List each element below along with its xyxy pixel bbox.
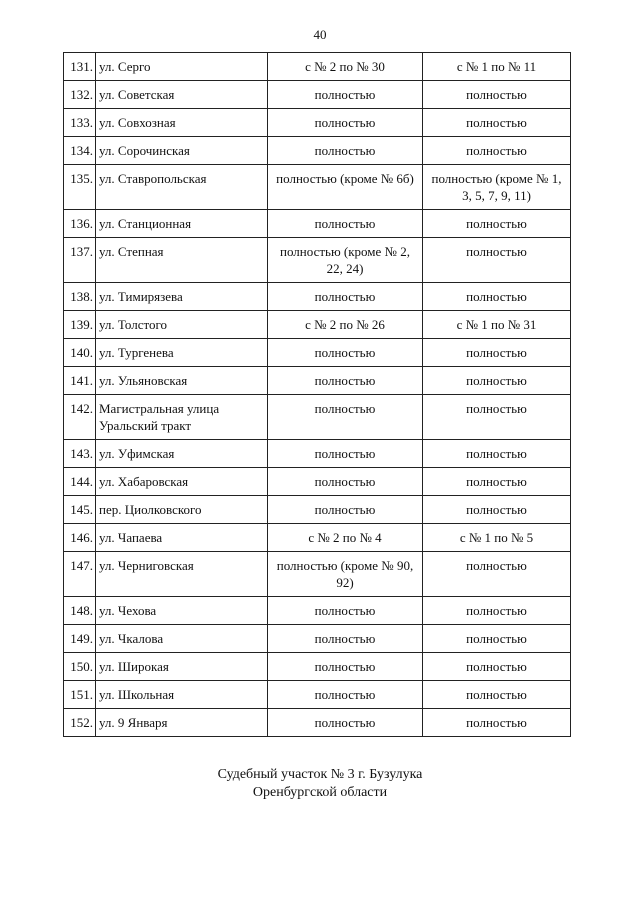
table-row bbox=[64, 53, 571, 81]
row-number: 150. bbox=[64, 653, 96, 681]
odd-side-range: с № 1 по № 11 bbox=[423, 53, 571, 81]
even-side-range: полностью bbox=[268, 367, 423, 395]
row-number: 149. bbox=[64, 625, 96, 653]
row-number: 151. bbox=[64, 681, 96, 709]
court-section-line-2: Оренбургской области bbox=[252, 785, 388, 800]
table-row bbox=[64, 210, 571, 238]
row-number: 146. bbox=[64, 524, 96, 552]
table-row bbox=[64, 283, 571, 311]
streets-table bbox=[63, 52, 571, 737]
even-side-range: с № 2 по № 26 bbox=[268, 311, 423, 339]
court-section-line-1: Судебный участок № 3 г. Бузулука bbox=[217, 767, 423, 782]
street-name: ул. Чапаева bbox=[96, 524, 268, 552]
even-side-range: полностью bbox=[268, 137, 423, 165]
table-row bbox=[64, 709, 571, 737]
table-row bbox=[64, 109, 571, 137]
even-side-range: полностью bbox=[268, 709, 423, 737]
even-side-range: полностью (кроме № 2, 22, 24) bbox=[268, 238, 423, 283]
street-name: ул. Широкая bbox=[96, 653, 268, 681]
table-row bbox=[64, 440, 571, 468]
street-name: ул. Тимирязева bbox=[96, 283, 268, 311]
table-row bbox=[64, 367, 571, 395]
table-body bbox=[64, 53, 571, 737]
odd-side-range: с № 1 по № 5 bbox=[423, 524, 571, 552]
table-row bbox=[64, 81, 571, 109]
even-side-range: полностью (кроме № 90, 92) bbox=[268, 552, 423, 597]
street-name: ул. Толстого bbox=[96, 311, 268, 339]
street-name: ул. Уфимская bbox=[96, 440, 268, 468]
even-side-range: с № 2 по № 30 bbox=[268, 53, 423, 81]
even-side-range: полностью bbox=[268, 597, 423, 625]
row-number: 147. bbox=[64, 552, 96, 597]
street-name: ул. Ставропольская bbox=[96, 165, 268, 210]
street-name: ул. Чкалова bbox=[96, 625, 268, 653]
odd-side-range: полностью bbox=[423, 283, 571, 311]
street-name: ул. Станционная bbox=[96, 210, 268, 238]
odd-side-range: полностью bbox=[423, 367, 571, 395]
table-row bbox=[64, 238, 571, 283]
even-side-range: полностью bbox=[268, 496, 423, 524]
street-name: ул. Советская bbox=[96, 81, 268, 109]
odd-side-range: полностью bbox=[423, 597, 571, 625]
table-row bbox=[64, 165, 571, 210]
odd-side-range: полностью bbox=[423, 681, 571, 709]
odd-side-range: полностью bbox=[423, 210, 571, 238]
odd-side-range: полностью bbox=[423, 496, 571, 524]
even-side-range: полностью bbox=[268, 339, 423, 367]
even-side-range: полностью bbox=[268, 468, 423, 496]
street-name: ул. Тургенева bbox=[96, 339, 268, 367]
row-number: 131. bbox=[64, 53, 96, 81]
odd-side-range: полностью bbox=[423, 238, 571, 283]
street-name: ул. Школьная bbox=[96, 681, 268, 709]
street-name: Магистральная улица Уральский тракт bbox=[96, 395, 268, 440]
even-side-range: полностью bbox=[268, 81, 423, 109]
page-number: 40 bbox=[313, 27, 327, 42]
table-row bbox=[64, 653, 571, 681]
even-side-range: полностью bbox=[268, 440, 423, 468]
even-side-range: полностью bbox=[268, 109, 423, 137]
row-number: 148. bbox=[64, 597, 96, 625]
even-side-range: полностью bbox=[268, 283, 423, 311]
odd-side-range: полностью bbox=[423, 395, 571, 440]
table-row bbox=[64, 524, 571, 552]
odd-side-range: полностью bbox=[423, 552, 571, 597]
street-name: ул. Черниговская bbox=[96, 552, 268, 597]
street-name: пер. Циолковского bbox=[96, 496, 268, 524]
even-side-range: полностью (кроме № 6б) bbox=[268, 165, 423, 210]
odd-side-range: полностью bbox=[423, 653, 571, 681]
table-row bbox=[64, 137, 571, 165]
table-row bbox=[64, 496, 571, 524]
court-section-heading bbox=[0, 766, 640, 802]
even-side-range: полностью bbox=[268, 681, 423, 709]
street-name: ул. Серго bbox=[96, 53, 268, 81]
table-row bbox=[64, 395, 571, 440]
table-row bbox=[64, 681, 571, 709]
even-side-range: с № 2 по № 4 bbox=[268, 524, 423, 552]
odd-side-range: полностью bbox=[423, 440, 571, 468]
street-name: ул. Сорочинская bbox=[96, 137, 268, 165]
row-number: 133. bbox=[64, 109, 96, 137]
row-number: 140. bbox=[64, 339, 96, 367]
table-row bbox=[64, 311, 571, 339]
street-name: ул. 9 Января bbox=[96, 709, 268, 737]
odd-side-range: полностью bbox=[423, 625, 571, 653]
odd-side-range: полностью bbox=[423, 468, 571, 496]
row-number: 145. bbox=[64, 496, 96, 524]
row-number: 137. bbox=[64, 238, 96, 283]
table-row bbox=[64, 625, 571, 653]
table-row bbox=[64, 552, 571, 597]
street-name: ул. Чехова bbox=[96, 597, 268, 625]
row-number: 136. bbox=[64, 210, 96, 238]
row-number: 142. bbox=[64, 395, 96, 440]
row-number: 132. bbox=[64, 81, 96, 109]
row-number: 141. bbox=[64, 367, 96, 395]
row-number: 152. bbox=[64, 709, 96, 737]
even-side-range: полностью bbox=[268, 625, 423, 653]
even-side-range: полностью bbox=[268, 395, 423, 440]
street-name: ул. Хабаровская bbox=[96, 468, 268, 496]
odd-side-range: полностью bbox=[423, 339, 571, 367]
row-number: 139. bbox=[64, 311, 96, 339]
even-side-range: полностью bbox=[268, 210, 423, 238]
odd-side-range: полностью bbox=[423, 81, 571, 109]
odd-side-range: с № 1 по № 31 bbox=[423, 311, 571, 339]
table-row bbox=[64, 468, 571, 496]
row-number: 134. bbox=[64, 137, 96, 165]
table-row bbox=[64, 597, 571, 625]
table-row bbox=[64, 339, 571, 367]
street-name: ул. Ульяновская bbox=[96, 367, 268, 395]
row-number: 143. bbox=[64, 440, 96, 468]
street-name: ул. Степная bbox=[96, 238, 268, 283]
even-side-range: полностью bbox=[268, 653, 423, 681]
row-number: 144. bbox=[64, 468, 96, 496]
row-number: 135. bbox=[64, 165, 96, 210]
odd-side-range: полностью bbox=[423, 109, 571, 137]
row-number: 138. bbox=[64, 283, 96, 311]
odd-side-range: полностью bbox=[423, 137, 571, 165]
odd-side-range: полностью (кроме № 1, 3, 5, 7, 9, 11) bbox=[423, 165, 571, 210]
odd-side-range: полностью bbox=[423, 709, 571, 737]
street-name: ул. Совхозная bbox=[96, 109, 268, 137]
